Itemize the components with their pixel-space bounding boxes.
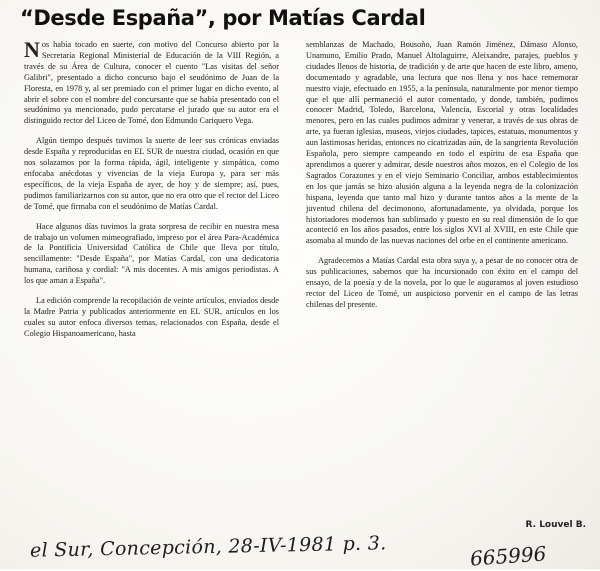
author-signature: R. Louvel B.: [525, 520, 586, 530]
paragraph-5: semblanzas de Machado, Bousoño, Juan Ramón Jiménez, Dámaso Alonso, Unamuno, Emilio Prado, Manuel Altolaguirre, Aleixandre, parajes, pueblos y ciudades llenos de historia, de tradición y de arte que hacen de este libro, ameno, documentado y agradable, una lectura que nos llena y nos hace rememorar nuestro viaje, efectuado en 1955, a la península, naturalmente por menor tiempo que el que allí permaneció el autor comentado, y donde, también, pudimos conocer Madrid, Toledo, Barcelona, Valencia, Escorial y otras localidades menores, pero en las cuales pudimos admirar y venerar, a través de sus obras de arte, ya fueran iglesias, museos, viejos ciudades, tapices, estatuas, monumentos y aun lastimosas heridas, entonces no cicatrizadas aún, de la sangrienta Revolución Española, pero siempre campeando en todo el espíritu de esa España que aprendimos a querer y admirar, desde nuestros años mozos, en el Colegio de los Sagrados Corazones y en el viejo Seminario Conciliar, ambos establecimientos en los que jamás se hizo alusión alguna a la leyenda negra de la colonización hispana, leyenda que tanto mal hizo y durante tantos años a la mente de la juventud chilena del decimonono, afortunadamente, ya olvidada, porque los historiadores modernos han sublimado y puesto en su real dimensión de lo que aconteció en los años pasados, entre los siglos XVI al XVIII, en este Chile que asomaba al mundo de las nuevas naciones del orbe en el continente americano.: [306, 40, 578, 246]
left-column: [24, 37, 279, 340]
paragraph-6: Agradecemos a Matías Cardal esta obra suya y, a pesar de no conocer otra de sus publicaciones, sabemos que ha incursionado con éxito en el campo del ensayo, de la poesía y de la novela, por lo que le auguramos al joven estudioso rector del Liceo de Tomé, un auspicioso porvenir en el campo de las letras chilenas del presente.: [306, 256, 578, 309]
paragraph-1: [24, 37, 279, 127]
handwritten-catalog-number: 665996: [469, 541, 548, 571]
paragraph-1-text: os había tocado en suerte, con motivo del Concurso abierto por la Secretaría Regional Ministerial de Educación de la VIII Región, a través de su Área de Cultura, conocer el cuento "Las visitas del señor Galibri", presentado a dicho concurso bajo el seudónimo de Juan de la Floresta, en 1978 y, al ser premiado con el primer lugar en dicho evento, al abrir el sobre con el nombre del concursante que se había presentado con el seudónimo ya mencionado, pudo percatarse el jurado que su autor era el distinguido rector del Liceo de Tomé, don Edmundo Cariquero Vega.: [24, 40, 279, 126]
paragraph-3: Hace algunos días tuvimos la grata sorpresa de recibir en nuestra mesa de trabajo un volumen mimeografiado, impreso por el área Para-Académica de la Pontificia Universidad Católica de Chile que lleva por título, sencillamente: "Desde España", por Matías Cardal, con una dedicatoria humana, cariñosa y cordial: "A mis docentes. A mis amigos periodistas. A los que aman a España".: [24, 221, 279, 286]
handwritten-source-note: el Sur, Concepción, 28-IV-1981 p. 3.: [29, 532, 387, 562]
right-column: [306, 40, 578, 311]
drop-cap: N: [24, 37, 40, 62]
paragraph-2: Algún tiempo después tuvimos la suerte de leer sus crónicas enviadas desde España y reproducidas en EL SUR de nuestra ciudad, ocasión en que nos solazamos por la forma rápida, ágil, inteligente y simpática, como enfocaba anécdotas y vivencias de la vieja Europa y, para ser más específicos, de la vieja España de ayer, de hoy y de siempre; así, pues, pudimos familiarizarnos con su autor, que no era otro que el rector del Liceo de Tomé, que firmaba con el seudónimo de Matías Cardal.: [24, 136, 279, 211]
paragraph-4: La edición comprende la recopilación de veinte artículos, enviados desde la Madre Patria y publicados anteriormente en EL SUR, artículos en los cuales su autor enfoca diversos temas, relacionados con España, desde el Colegio Hispanoamericano, hasta: [24, 296, 279, 338]
article-title: “Desde España”, por Matías Cardal: [20, 6, 426, 30]
